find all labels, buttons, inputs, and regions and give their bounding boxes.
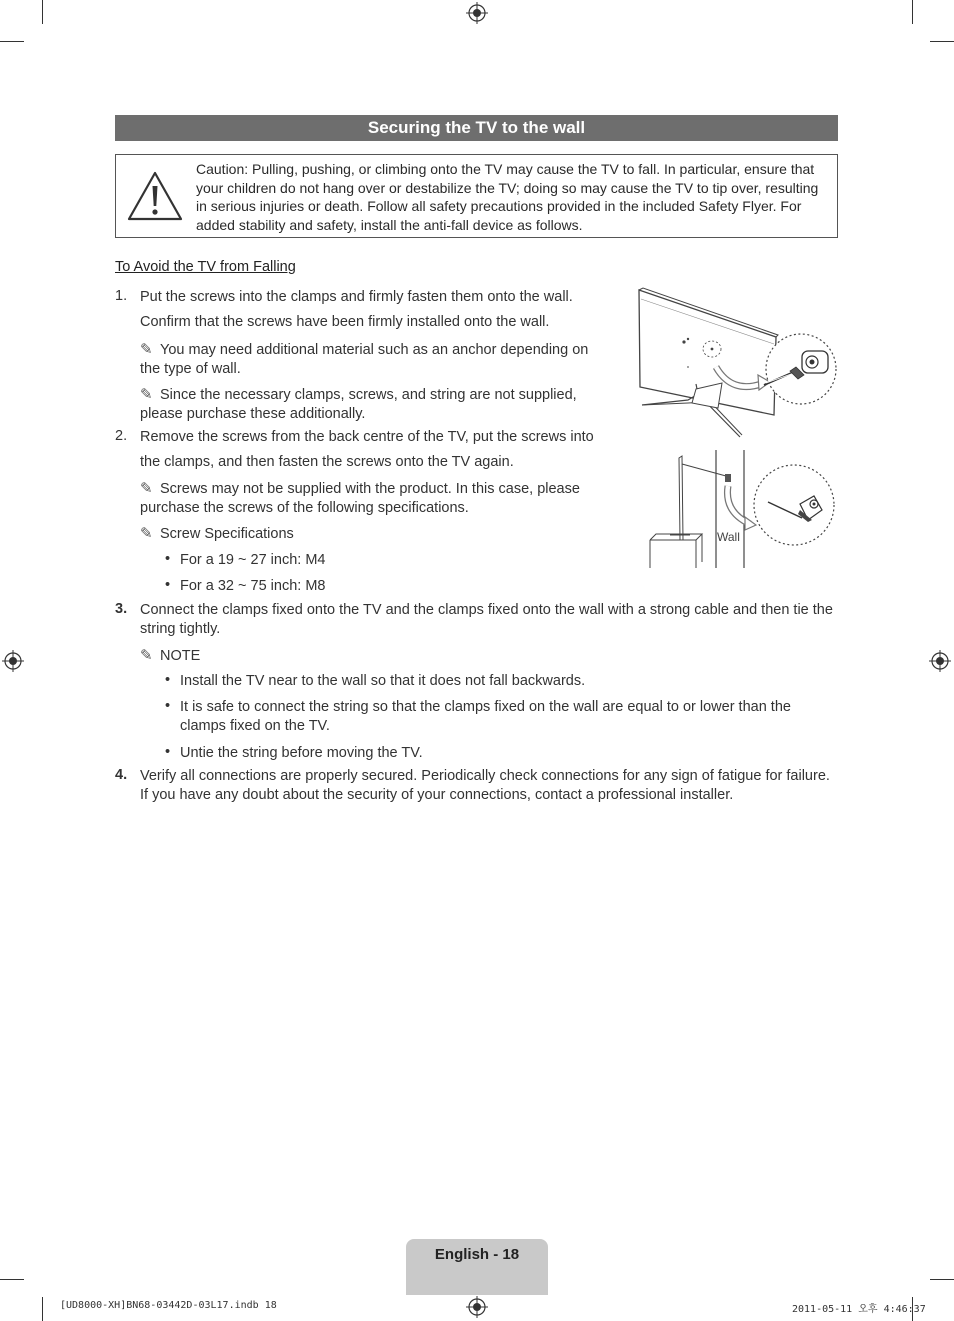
note-item — [140, 479, 610, 518]
print-date-info: 2011-05-11 오후 4:46:37 — [792, 1304, 926, 1315]
registration-mark-icon — [929, 650, 951, 672]
crop-mark — [930, 41, 954, 42]
crop-mark — [0, 1279, 24, 1280]
page-title-text: Securing the TV to the wall — [367, 118, 586, 137]
note-item — [140, 340, 610, 379]
step-number: 2. — [115, 428, 128, 444]
crop-mark — [0, 41, 24, 42]
step-number: 4. — [115, 767, 128, 783]
tv-back-illustration — [636, 287, 840, 443]
step-number: 1. — [115, 288, 128, 304]
step-text: Confirm that the screws have been firmly installed onto the wall. — [140, 314, 550, 330]
crop-mark — [42, 1297, 43, 1321]
registration-mark-icon — [466, 2, 488, 24]
note-item — [140, 385, 610, 424]
note-item — [140, 646, 200, 666]
bullet-dot: • — [165, 672, 171, 688]
caution-box — [115, 154, 838, 238]
bullet-text: For a 32 ~ 75 inch: M8 — [180, 578, 326, 594]
pencil-note-icon: ✎ — [140, 647, 153, 664]
pencil-note-icon: ✎ — [140, 341, 153, 358]
crop-mark — [912, 0, 913, 24]
note-label: NOTE — [160, 648, 201, 664]
step-text: Put the screws into the clamps and firmly fasten them onto the wall. — [140, 289, 573, 305]
bullet-text: Install the TV near to the wall so that it does not fall backwards. — [180, 673, 586, 689]
bullet-text: Untie the string before moving the TV. — [180, 745, 423, 761]
pencil-note-icon: ✎ — [140, 525, 153, 542]
step-number: 3. — [115, 601, 128, 617]
bullet-dot: • — [165, 698, 171, 714]
caution-label: Caution — [196, 161, 245, 177]
page-number: English - 18 — [434, 1246, 520, 1263]
note-item — [140, 524, 294, 544]
step-text: the clamps, and then fasten the screws onto the TV again. — [140, 454, 514, 470]
pencil-note-icon: ✎ — [140, 480, 153, 497]
wall-label: Wall — [717, 530, 740, 544]
bullet-dot: • — [165, 744, 171, 760]
warning-triangle-icon — [126, 170, 184, 222]
step-text: Remove the screws from the back centre of the TV, put the screws into — [140, 429, 594, 445]
registration-mark-icon — [466, 1296, 488, 1318]
page-title — [115, 115, 838, 141]
pencil-note-icon: ✎ — [140, 386, 153, 403]
bullet-text: It is safe to connect the string so that the clamps fixed on the wall are equal to or lower than the clamps fixed on the TV. — [180, 699, 791, 734]
crop-mark — [42, 0, 43, 24]
note-text: Screw Specifications — [160, 526, 294, 542]
tv-side-wall-illustration — [646, 450, 840, 570]
step-text: Connect the clamps fixed onto the TV and the clamps fixed onto the wall with a strong cable and then tie the string tightly. — [140, 602, 833, 637]
step-text: Verify all connections are properly secured. Periodically check connections for any sign of fatigue for failure. If you have any doubt about the security of your connections, contact a professional installer. — [140, 768, 830, 803]
print-file-info: [UD8000-XH]BN68-03442D-03L17.indb 18 — [60, 1300, 277, 1311]
note-text: You may need additional material such as an anchor depending on the type of wall. — [140, 342, 589, 377]
caution-text — [196, 160, 826, 234]
bullet-dot: • — [165, 577, 171, 593]
caution-body: : Pulling, pushing, or climbing onto the TV may cause the TV to fall. In particular, ensure that your children do not hang over or destabilize the TV; doing so may cause the TV to tip over, resulting in serious injuries or death. Follow all safety precautions provided in the included Safety Flyer. For added stability and safety, install the anti-fall device as follows. — [196, 161, 819, 233]
note-text: Since the necessary clamps, screws, and string are not supplied, please purchase these additionally. — [140, 387, 577, 422]
registration-mark-icon — [2, 650, 24, 672]
section-title: To Avoid the TV from Falling — [115, 259, 296, 275]
crop-mark — [930, 1279, 954, 1280]
bullet-dot: • — [165, 551, 171, 567]
note-text: Screws may not be supplied with the product. In this case, please purchase the screws of the following specifications. — [140, 481, 580, 516]
bullet-text: For a 19 ~ 27 inch: M4 — [180, 552, 326, 568]
